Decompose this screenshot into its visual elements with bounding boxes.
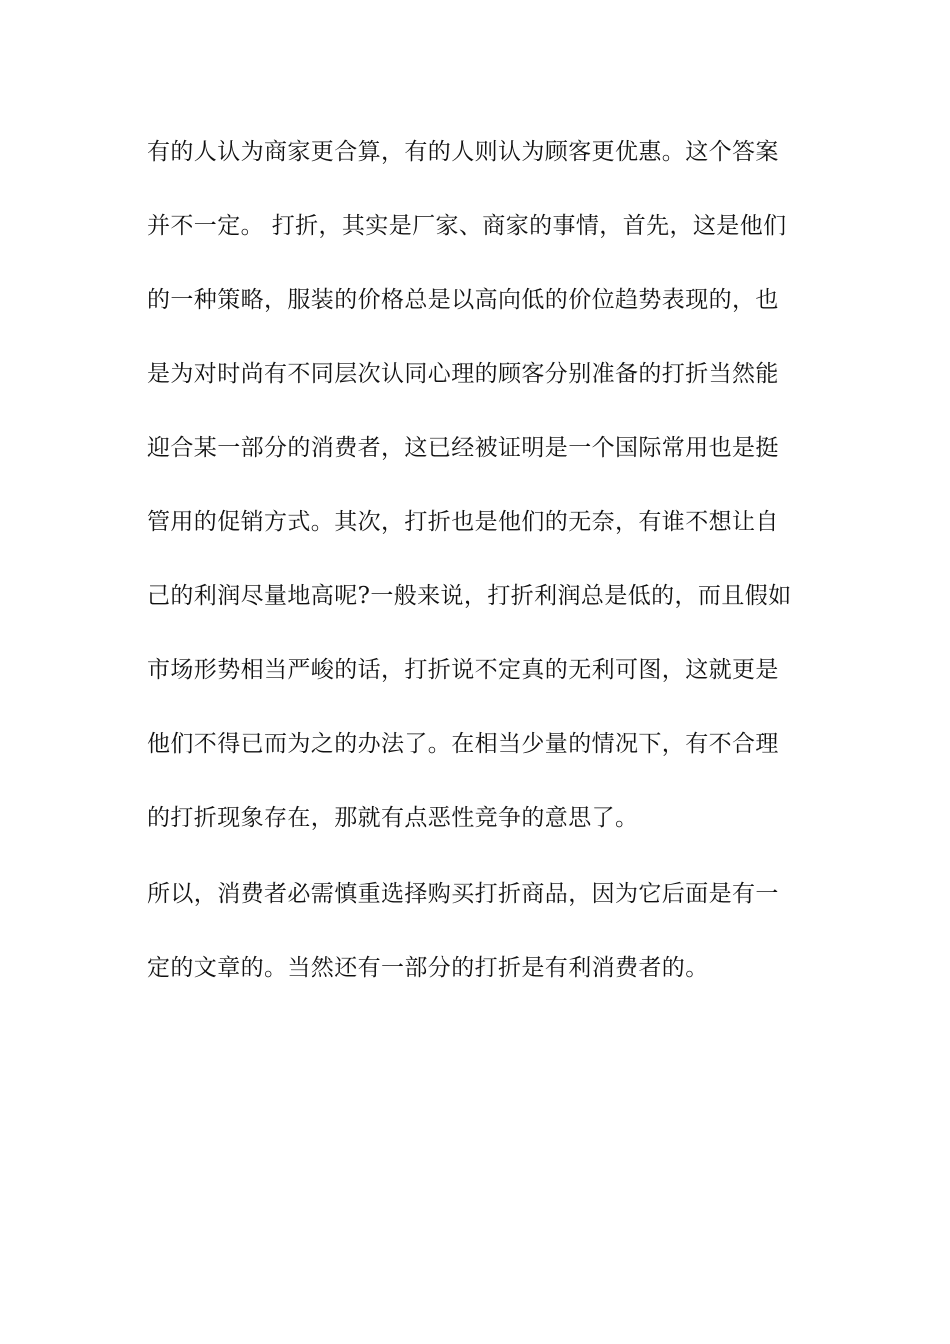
paragraph-line: 的一种策略，服装的价格总是以高向低的价位趋势表现的，也 <box>147 287 779 313</box>
paragraph-line: 有的人认为商家更合算，有的人则认为顾客更优惠。这个答案 <box>147 139 779 165</box>
paragraph-line: 所以，消费者必需慎重选择购买打折商品，因为它后面是有一 <box>147 881 779 907</box>
paragraph-line: 是为对时尚有不同层次认同心理的顾客分别准备的打折当然能 <box>147 361 779 387</box>
paragraph-line: 的打折现象存在，那就有点恶性竞争的意思了。 <box>147 805 639 831</box>
paragraph-2 <box>147 880 807 1028</box>
paragraph-line: 己的利润尽量地高呢?一般来说，打折利润总是低的，而且假如 <box>147 583 792 609</box>
paragraph-1 <box>147 138 807 878</box>
paragraph-line: 管用的促销方式。其次，打折也是他们的无奈，有谁不想让自 <box>147 509 779 535</box>
paragraph-line: 他们不得已而为之的办法了。在相当少量的情况下，有不合理 <box>147 731 779 757</box>
paragraph-line: 市场形势相当严峻的话，打折说不定真的无利可图，这就更是 <box>147 657 779 683</box>
paragraph-line: 迎合某一部分的消费者，这已经被证明是一个国际常用也是挺 <box>147 435 779 461</box>
paragraph-line: 并不一定。 打折，其实是厂家、商家的事情，首先，这是他们 <box>147 213 787 239</box>
paragraph-line: 定的文章的。当然还有一部分的打折是有利消费者的。 <box>147 955 709 981</box>
